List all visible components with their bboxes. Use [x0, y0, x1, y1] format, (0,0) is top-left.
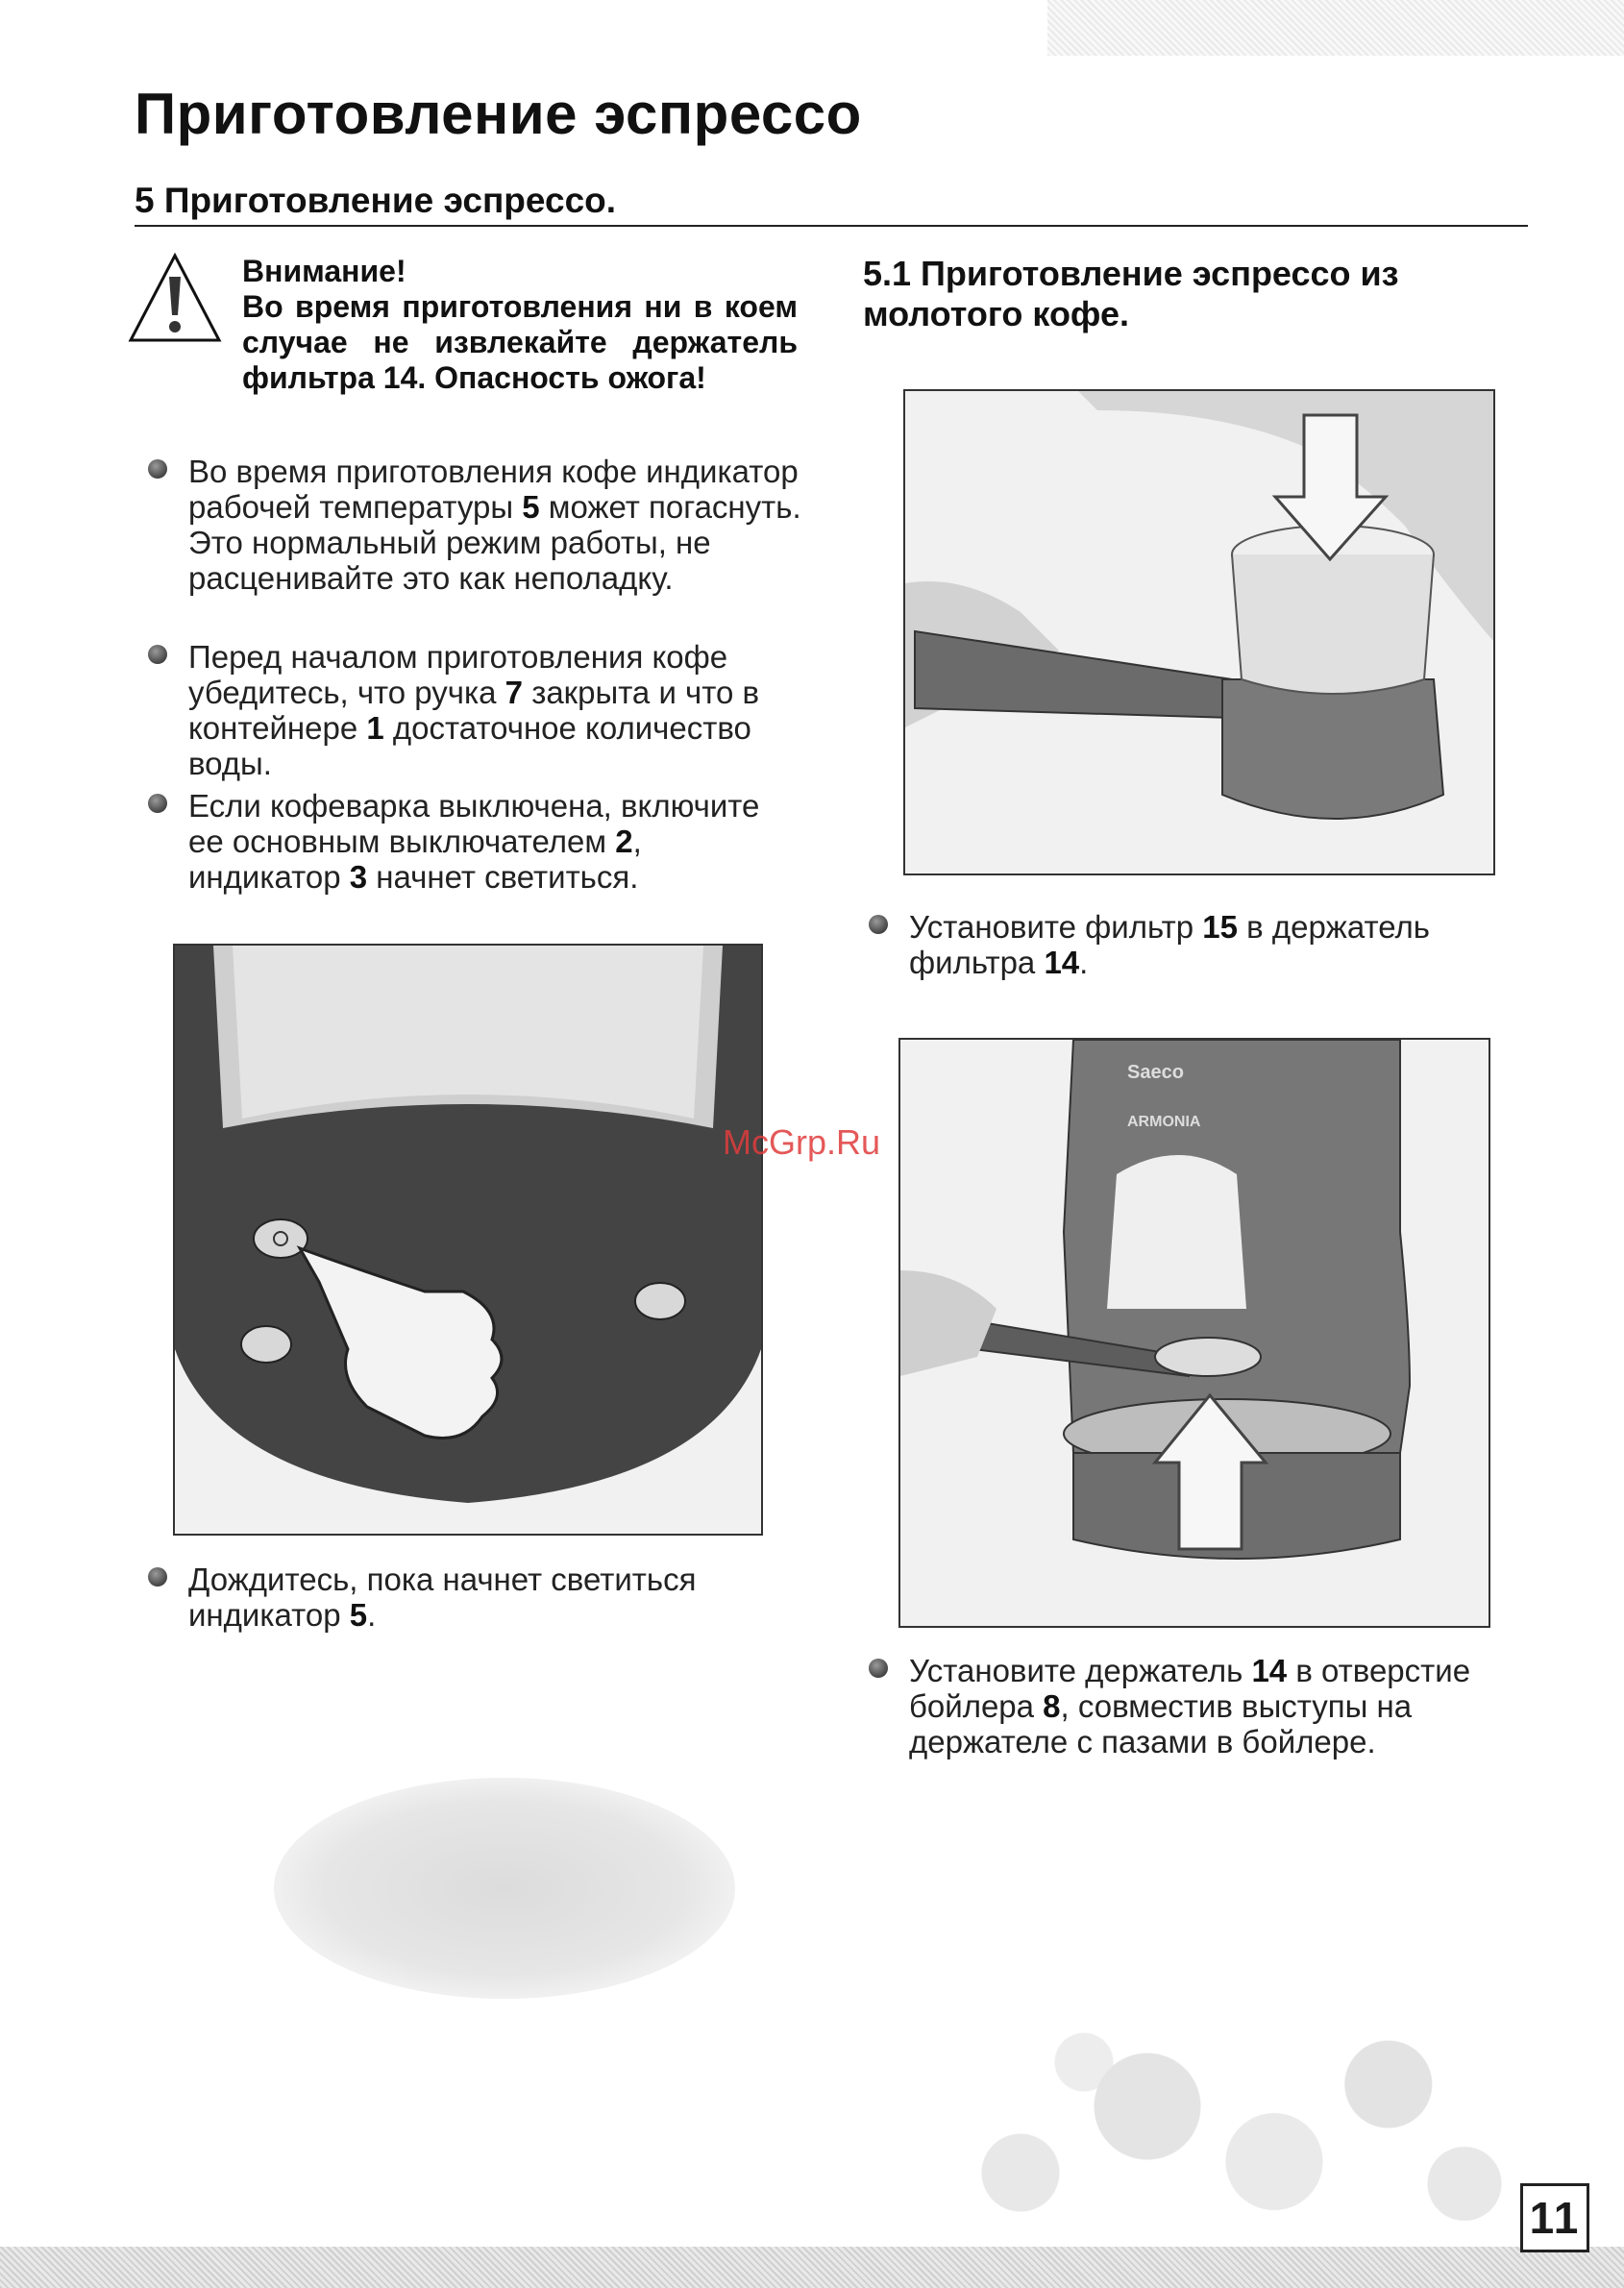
list-item: Если кофеварка выключена, включите ее основным выключателем 2, индикатор 3 начнет светиться. [188, 788, 765, 895]
bullet-icon [148, 794, 167, 813]
list-item: Установите держатель 14 в отверстие бойлера 8, совместив выступы на держателе с пазами в бойлере. [909, 1653, 1486, 1759]
section-heading: 5 Приготовление эспрессо. [135, 181, 1528, 227]
list-item: Дождитесь, пока начнет светиться индикатор 5. [188, 1562, 803, 1633]
page-number: 11 [1520, 2183, 1589, 2252]
control-panel-figure [173, 944, 763, 1536]
list-item: Перед началом приготовления кофе убедитесь, что ручка 7 закрыта и что в контейнере 1 достаточное количество воды. [188, 639, 803, 781]
warning-block [242, 254, 798, 396]
filter-insertion-figure [903, 389, 1495, 875]
list-item: Во время приготовления кофе индикатор рабочей температуры 5 может погаснуть. Это нормальный режим работы, не расценивайте это как неполадку. [188, 454, 803, 596]
warning-triangle-icon [127, 252, 223, 344]
decorative-shape [274, 1778, 735, 1999]
bullet-icon [148, 459, 167, 479]
subsection-heading: 5.1 Приготовление эспрессо из молотого кофе. [863, 254, 1399, 333]
warning-body: Во время приготовления ни в коем случае не извлекайте держатель фильтра 14. Опасность ожога! [242, 289, 798, 395]
bullet-icon [148, 645, 167, 664]
page-title: Приготовление эспрессо [135, 82, 862, 146]
model-label: ARMONIA [1127, 1114, 1201, 1130]
bullet-icon [869, 1659, 888, 1678]
bullet-icon [148, 1567, 167, 1587]
bullet-icon [869, 915, 888, 934]
top-decorative-texture [1047, 0, 1624, 56]
brand-label: Saeco [1127, 1062, 1184, 1083]
watermark: McGrp.Ru [723, 1122, 881, 1162]
bottom-decorative-texture [0, 2247, 1624, 2288]
holder-insertion-figure [898, 1038, 1490, 1628]
list-item: Установите фильтр 15 в держатель фильтра 14. [909, 909, 1524, 980]
warning-title: Внимание! [242, 254, 406, 288]
coffee-beans-decoration [894, 2018, 1528, 2239]
